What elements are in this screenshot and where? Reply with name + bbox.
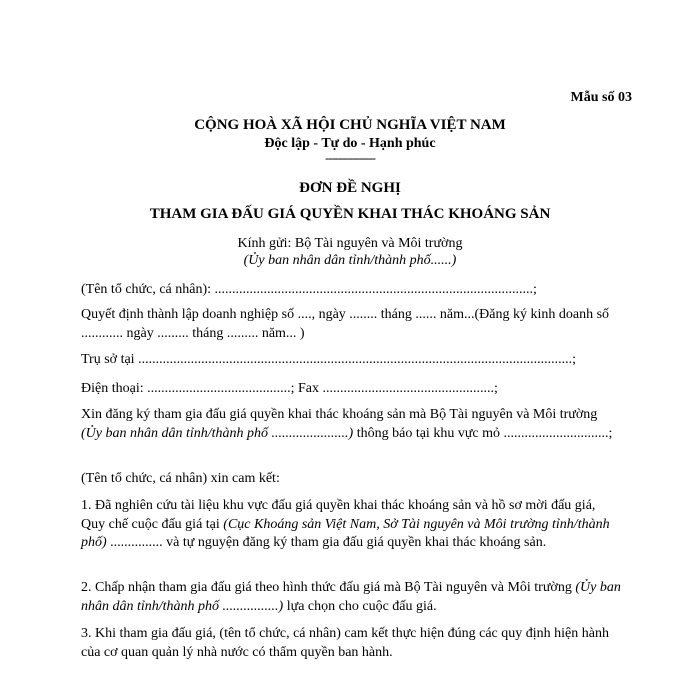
form-number: Mẫu số 03 [570,90,632,105]
request-text-3: thông báo tại khu vực mỏ ..............................; [353,425,613,441]
decision-field [81,306,621,343]
commitment-2 [81,579,621,616]
request-text-1: Xin đăng ký tham gia đấu giá quyền khai thác khoáng sản mà Bộ Tài nguyên và Môi trường [81,407,598,422]
commitment-1-text-3: ............... và tự nguyện đăng ký tham gia đấu giá quyền khai thác khoáng sản. [106,535,547,550]
commitment-1-text-1: 1. Đã nghiên cứu tài liệu khu vực đấu giá quyền khai thác khoáng sản và hồ sơ mời đấu giá, Quy chế cuộc đấu giá tại [81,498,596,532]
address-text: Trụ sở tại ............................................................................................................................; [81,352,576,367]
commit-intro [81,470,621,489]
decision-text: Quyết định thành lập doanh nghiệp số ...., ngày ........ tháng ...... năm...(Đăng ký kinh doanh số ............ ngày ......... tháng ......... năm... ) [81,307,610,341]
document-subtitle: THAM GIA ĐẤU GIÁ QUYỀN KHAI THÁC KHOÁNG SẢN [149,206,551,222]
header-rule: --------------- [325,150,375,165]
commitment-2-text-2: (Ủy ban nhân dân tỉnh/thành phố ................) [81,580,621,614]
commit-intro-text: (Tên tổ chức, cá nhân) xin cam kết: [81,471,280,486]
request-paragraph [81,406,621,443]
national-motto: Độc lập - Tự do - Hạnh phúc [264,136,436,151]
org-name-field [81,281,621,300]
request-text-2: (Ủy ban nhân dân tỉnh/thành phố ......................) [81,425,354,441]
commitment-1 [81,497,621,553]
org-name-text: (Tên tổ chức, cá nhân): ...........................................................................................; [81,282,537,297]
commitment-3 [81,625,621,662]
address-field [81,351,621,370]
commitment-3-text: 3. Khi tham gia đấu giá, (tên tổ chức, cá nhân) cam kết thực hiện đúng các quy định hiện hành của cơ quan quản lý nhà nước có thẩm quyền ban hành. [81,626,609,660]
commitment-2-text-3: lựa chọn cho cuộc đấu giá. [283,598,437,614]
recipient-line: Kính gửi: Bộ Tài nguyên và Môi trường [237,236,463,251]
commitment-2-text-1: 2. Chấp nhận tham gia đấu giá theo hình thức đấu giá mà Bộ Tài nguyên và Môi trường [81,580,576,595]
national-title: CỘNG HOÀ XÃ HỘI CHỦ NGHĨA VIỆT NAM [194,117,506,133]
recipient-alt-line: (Ủy ban nhân dân tỉnh/thành phố......) [243,253,457,268]
contact-field [81,380,621,399]
commitment-1-text-2: (Cục Khoáng sản Việt Nam, Sở Tài nguyên và Môi trường tỉnh/thành phố) [81,516,610,550]
contact-text: Điện thoại: .........................................; Fax .................................................; [81,381,498,396]
document-title: ĐƠN ĐỀ NGHỊ [299,180,401,196]
